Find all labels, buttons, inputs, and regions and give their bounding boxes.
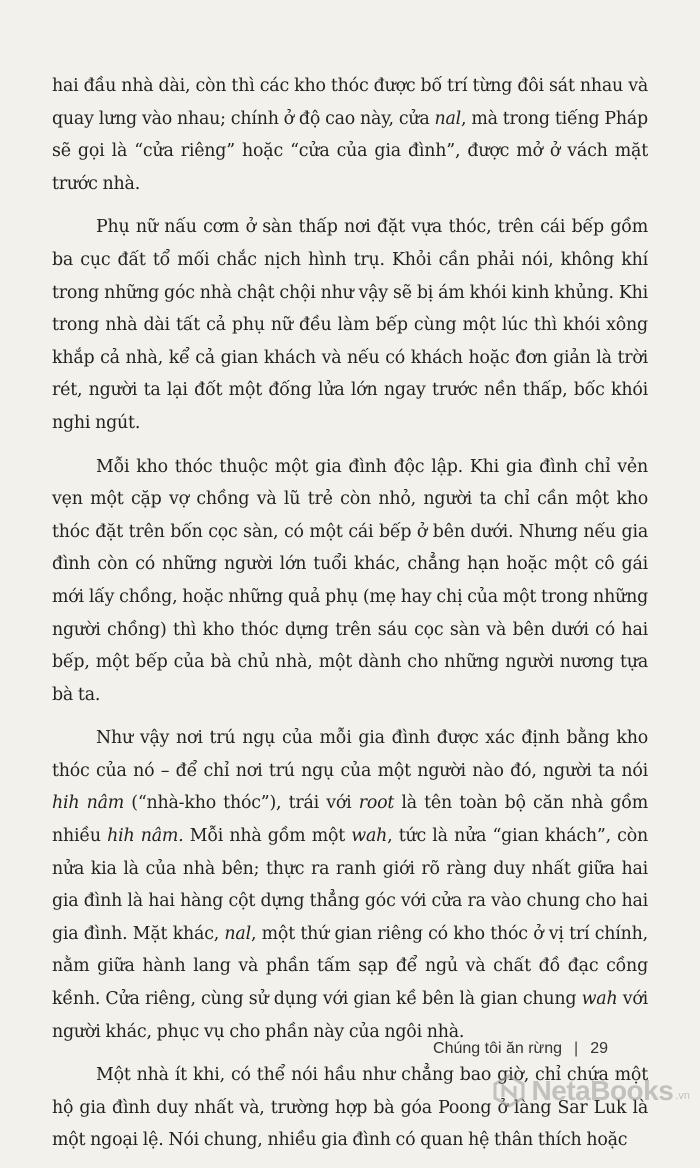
running-title: Chúng tôi ăn rừng (433, 1040, 563, 1057)
page-body (52, 70, 648, 1168)
watermark-brand: NetaBooks (531, 1075, 674, 1106)
watermark-suffix: .vn (675, 1090, 690, 1102)
text-run: Một nhà ít khi, có thể nói hầu như chẳng bao giờ, chỉ chứa một hộ gia đình duy nhất và, trường hợp bà góa Poong ở làng Sar Luk là một ngoại lệ. Nói chung, nhiều gia đình có quan hệ thân thích hoặc (52, 1065, 648, 1151)
italic-term: nal (434, 108, 462, 129)
paragraph (52, 451, 648, 712)
italic-term: root (358, 793, 395, 814)
text-run: hai đầu nhà dài, còn thì các kho thóc được bố trí từng đôi sát nhau và quay lưng vào nhau; chính ở độ cao này, cửa (52, 76, 648, 129)
text-run: , tức là nửa “gian khách”, còn nửa kia là của nhà bên; thực ra ranh giới rõ ràng duy nhất giữa hai gia đình là hai hàng cột dựng thẳng góc với cửa ra vào chung cho hai gia đình. Mặt khác, (52, 826, 648, 944)
italic-term: hih nâm (52, 793, 125, 814)
netabooks-logo-icon (492, 1074, 526, 1108)
text-run: (“nhà-kho thóc”), trái với (124, 793, 359, 814)
text-run: Phụ nữ nấu cơm ở sàn thấp nơi đặt vựa thóc, trên cái bếp gồm ba cục đất tổ mối chắc nịch hình trụ. Khỏi cần phải nói, không khí trong những góc nhà chật chội như vậy sẽ bị ám khói kinh khủng. Khi trong nhà dài tất cả phụ nữ đều làm bếp cùng một lúc thì khói xông khắp cả nhà, kể cả gian khách và nếu có khách hoặc đơn giản là trời rét, người ta lại đốt một đống lửa lớn ngay trước nền thấp, bốc khói nghi ngút. (52, 217, 648, 433)
text-run: Như vậy nơi trú ngụ của mỗi gia đình được xác định bằng kho thóc của nó – để chỉ nơi trú ngụ của một người nào đó, người ta nói (52, 728, 648, 781)
italic-term: wah (351, 826, 388, 847)
netabooks-watermark (492, 1074, 690, 1108)
page-footer (433, 1040, 608, 1058)
text-run: với người khác, phục vụ cho phần này của ngôi nhà. (52, 989, 648, 1042)
italic-term: hih nâm. (107, 826, 184, 847)
text-run: Mỗi nhà gồm một (183, 826, 352, 847)
paragraph (52, 211, 648, 439)
footer-separator: | (574, 1040, 579, 1057)
italic-term: wah (581, 989, 618, 1010)
page-number: 29 (590, 1040, 608, 1057)
paragraph (52, 70, 648, 200)
paragraph (52, 722, 648, 1048)
text-run: , một thứ gian riêng có kho thóc ở vị trí chính, nằm giữa hành lang và phần tấm sạp để ngủ và chất đồ đạc cồng kềnh. Cửa riêng, cùng sử dụng với gian kề bên là gian chung (52, 923, 648, 1010)
text-run: Mỗi kho thóc thuộc một gia đình độc lập. Khi gia đình chỉ vẻn vẹn một cặp vợ chồng và lũ trẻ còn nhỏ, người ta chỉ cần một kho thóc đặt trên bốn cọc sàn, có một cái bếp ở bên dưới. Nhưng nếu gia đình còn có những người lớn tuổi khác, chẳng hạn hoặc một cô gái mới lấy chồng, hoặc những quả phụ (mẹ hay chị của một trong những người chồng) thì kho thóc dựng trên sáu cọc sàn và bên dưới có hai bếp, một bếp của bà chủ nhà, một dành cho những người nương tựa bà ta. (52, 456, 648, 705)
text-run: là tên toàn bộ căn nhà gồm nhiều (52, 793, 648, 847)
text-run: , mà trong tiếng Pháp sẽ gọi là “cửa riêng” hoặc “cửa của gia đình”, được mở ở vách mặt trước nhà. (52, 108, 648, 194)
italic-term: nal (224, 923, 251, 944)
